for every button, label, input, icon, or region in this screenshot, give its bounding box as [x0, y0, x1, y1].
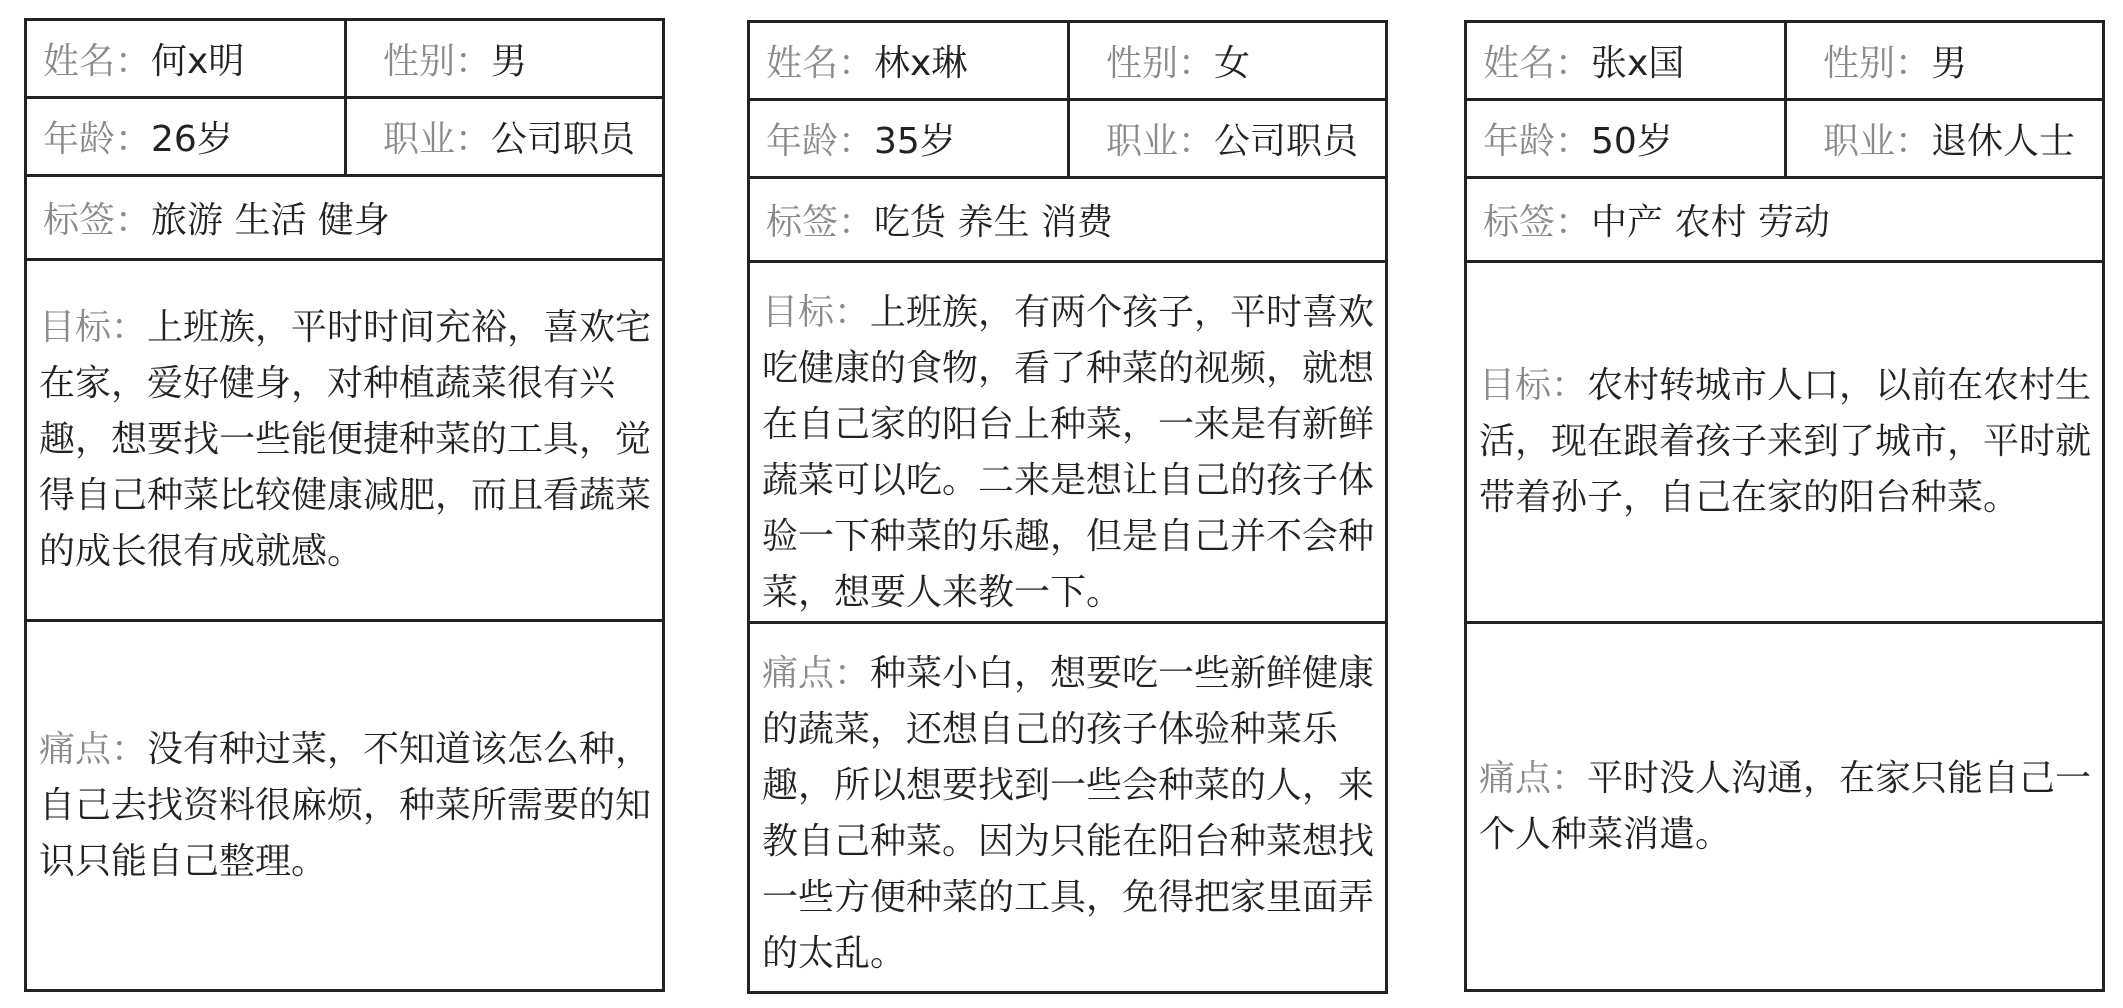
occupation-cell: 职业 ： 公司职员	[1070, 101, 1385, 176]
goal-label: 目标	[39, 307, 112, 348]
occupation-cell: 职业 ： 退休人士	[1787, 101, 2102, 176]
name-cell: 姓名 ： 张x国	[1467, 23, 1787, 98]
info-row	[750, 101, 1385, 179]
pain-label: 痛点	[39, 728, 112, 770]
goal-cell: 目标：上班族，有两个孩子，平时喜欢吃健康的食物，看了种菜的视频，就想在自己家的阳台上种菜，一来是有新鲜蔬菜可以吃。二来是想让自己的孩子体验一下种菜的乐趣，但是自己并不会种菜，想要人来教一下。	[762, 292, 1375, 613]
goal-text: 农村转城市人口，以前在农村生活，现在跟着孩子来到了城市，平时就带着孙子，自己在家的阳台种菜。	[1479, 365, 2092, 518]
occupation-value: 退休人士	[1931, 121, 2076, 162]
gender-label: 性别	[1106, 43, 1179, 84]
tags-value: 吃货 养生 消费	[874, 202, 1113, 243]
info-row	[27, 99, 662, 177]
age-cell: 年龄 ： 50岁	[1467, 101, 1787, 176]
goal-cell: 目标：上班族，平时时间充裕，喜欢宅在家，爱好健身，对种植蔬菜很有兴趣，想要找一些能便捷种菜的工具，觉得自己种菜比较健康减肥，而且看蔬菜的成长很有成就感。	[39, 307, 652, 572]
occupation-value: 公司职员	[491, 119, 636, 160]
age-value: 35岁	[874, 121, 956, 162]
gender-value: 男	[491, 41, 528, 82]
pain-text: 种菜小白，想要吃一些新鲜健康的蔬菜，还想自己的孩子体验种菜乐趣，所以想要找到一些会种菜的人，来教自己种菜。因为只能在阳台种菜想找一些方便种菜的工具，免得把家里面弄的太乱。	[762, 653, 1375, 974]
name-value: 林x琳	[874, 43, 968, 84]
tags-row	[27, 177, 662, 261]
occupation-label: 职业	[383, 119, 456, 160]
age-cell: 年龄 ： 26岁	[27, 99, 347, 174]
pain-cell: 痛点：没有种过菜，不知道该怎么种，自己去找资料很麻烦，种菜所需要的知识只能自己整理。	[39, 728, 652, 882]
gender-value: 男	[1931, 43, 1968, 84]
pain-cell: 痛点：种菜小白，想要吃一些新鲜健康的蔬菜，还想自己的孩子体验种菜乐趣，所以想要找到一些会种菜的人，来教自己种菜。因为只能在阳台种菜想找一些方便种菜的工具，免得把家里面弄的太乱。	[762, 653, 1375, 974]
tags-cell: 标签 ： 中产 农村 劳动	[1467, 179, 2102, 260]
tags-label: 标签	[1483, 202, 1556, 243]
gender-cell: 性别 ： 女	[1070, 23, 1385, 98]
info-row	[1467, 101, 2102, 179]
persona-card	[1464, 20, 2105, 992]
persona-card	[747, 20, 1388, 994]
persona-card	[24, 18, 665, 992]
info-row	[27, 21, 662, 99]
age-value: 50岁	[1591, 121, 1673, 162]
pain-cell: 痛点：平时没人沟通，在家只能自己一个人种菜消遣。	[1479, 757, 2092, 855]
tags-value: 旅游 生活 健身	[151, 200, 390, 241]
goal-label: 目标	[1479, 365, 1552, 406]
gender-cell: 性别 ： 男	[347, 21, 662, 96]
tags-cell: 标签 ： 吃货 养生 消费	[750, 179, 1385, 260]
name-label: 姓名	[1483, 43, 1556, 84]
pain-text: 平时没人沟通，在家只能自己一个人种菜消遣。	[1479, 757, 2092, 855]
occupation-label: 职业	[1106, 121, 1179, 162]
gender-label: 性别	[383, 41, 456, 82]
name-label: 姓名	[766, 43, 839, 84]
name-cell: 姓名 ： 林x琳	[750, 23, 1070, 98]
goal-label: 目标	[762, 292, 835, 333]
goal-text: 上班族，有两个孩子，平时喜欢吃健康的食物，看了种菜的视频，就想在自己家的阳台上种菜，一来是有新鲜蔬菜可以吃。二来是想让自己的孩子体验一下种菜的乐趣，但是自己并不会种菜，想要人来教一下。	[762, 292, 1375, 613]
goal-text: 上班族，平时时间充裕，喜欢宅在家，爱好健身，对种植蔬菜很有兴趣，想要找一些能便捷种菜的工具，觉得自己种菜比较健康减肥，而且看蔬菜的成长很有成就感。	[39, 307, 652, 572]
pain-row	[1467, 624, 2102, 989]
tags-label: 标签	[43, 200, 116, 241]
goal-row	[1467, 263, 2102, 624]
goal-cell: 目标：农村转城市人口，以前在农村生活，现在跟着孩子来到了城市，平时就带着孙子，自己在家的阳台种菜。	[1479, 365, 2092, 518]
pain-text: 没有种过菜，不知道该怎么种，自己去找资料很麻烦，种菜所需要的知识只能自己整理。	[39, 728, 652, 882]
tags-label: 标签	[766, 202, 839, 243]
pain-label: 痛点	[762, 653, 835, 694]
name-value: 何x明	[151, 41, 245, 82]
occupation-cell: 职业 ： 公司职员	[347, 99, 662, 174]
age-value: 26岁	[151, 119, 233, 160]
age-cell: 年龄 ： 35岁	[750, 101, 1070, 176]
tags-cell: 标签 ： 旅游 生活 健身	[27, 177, 662, 258]
name-value: 张x国	[1591, 43, 1685, 84]
tags-row	[750, 179, 1385, 263]
pain-label: 痛点	[1479, 757, 1552, 799]
pain-row	[750, 624, 1385, 991]
name-label: 姓名	[43, 41, 116, 82]
tags-row	[1467, 179, 2102, 263]
name-cell: 姓名 ： 何x明	[27, 21, 347, 96]
tags-value: 中产 农村 劳动	[1591, 202, 1830, 243]
goal-row	[750, 263, 1385, 624]
goal-row	[27, 261, 662, 622]
pain-row	[27, 622, 662, 989]
gender-cell: 性别 ： 男	[1787, 23, 2102, 98]
occupation-value: 公司职员	[1214, 121, 1359, 162]
age-label: 年龄	[766, 121, 839, 162]
age-label: 年龄	[43, 119, 116, 160]
info-row	[750, 23, 1385, 101]
occupation-label: 职业	[1823, 121, 1896, 162]
info-row	[1467, 23, 2102, 101]
gender-label: 性别	[1823, 43, 1896, 84]
gender-value: 女	[1214, 43, 1251, 84]
age-label: 年龄	[1483, 121, 1556, 162]
